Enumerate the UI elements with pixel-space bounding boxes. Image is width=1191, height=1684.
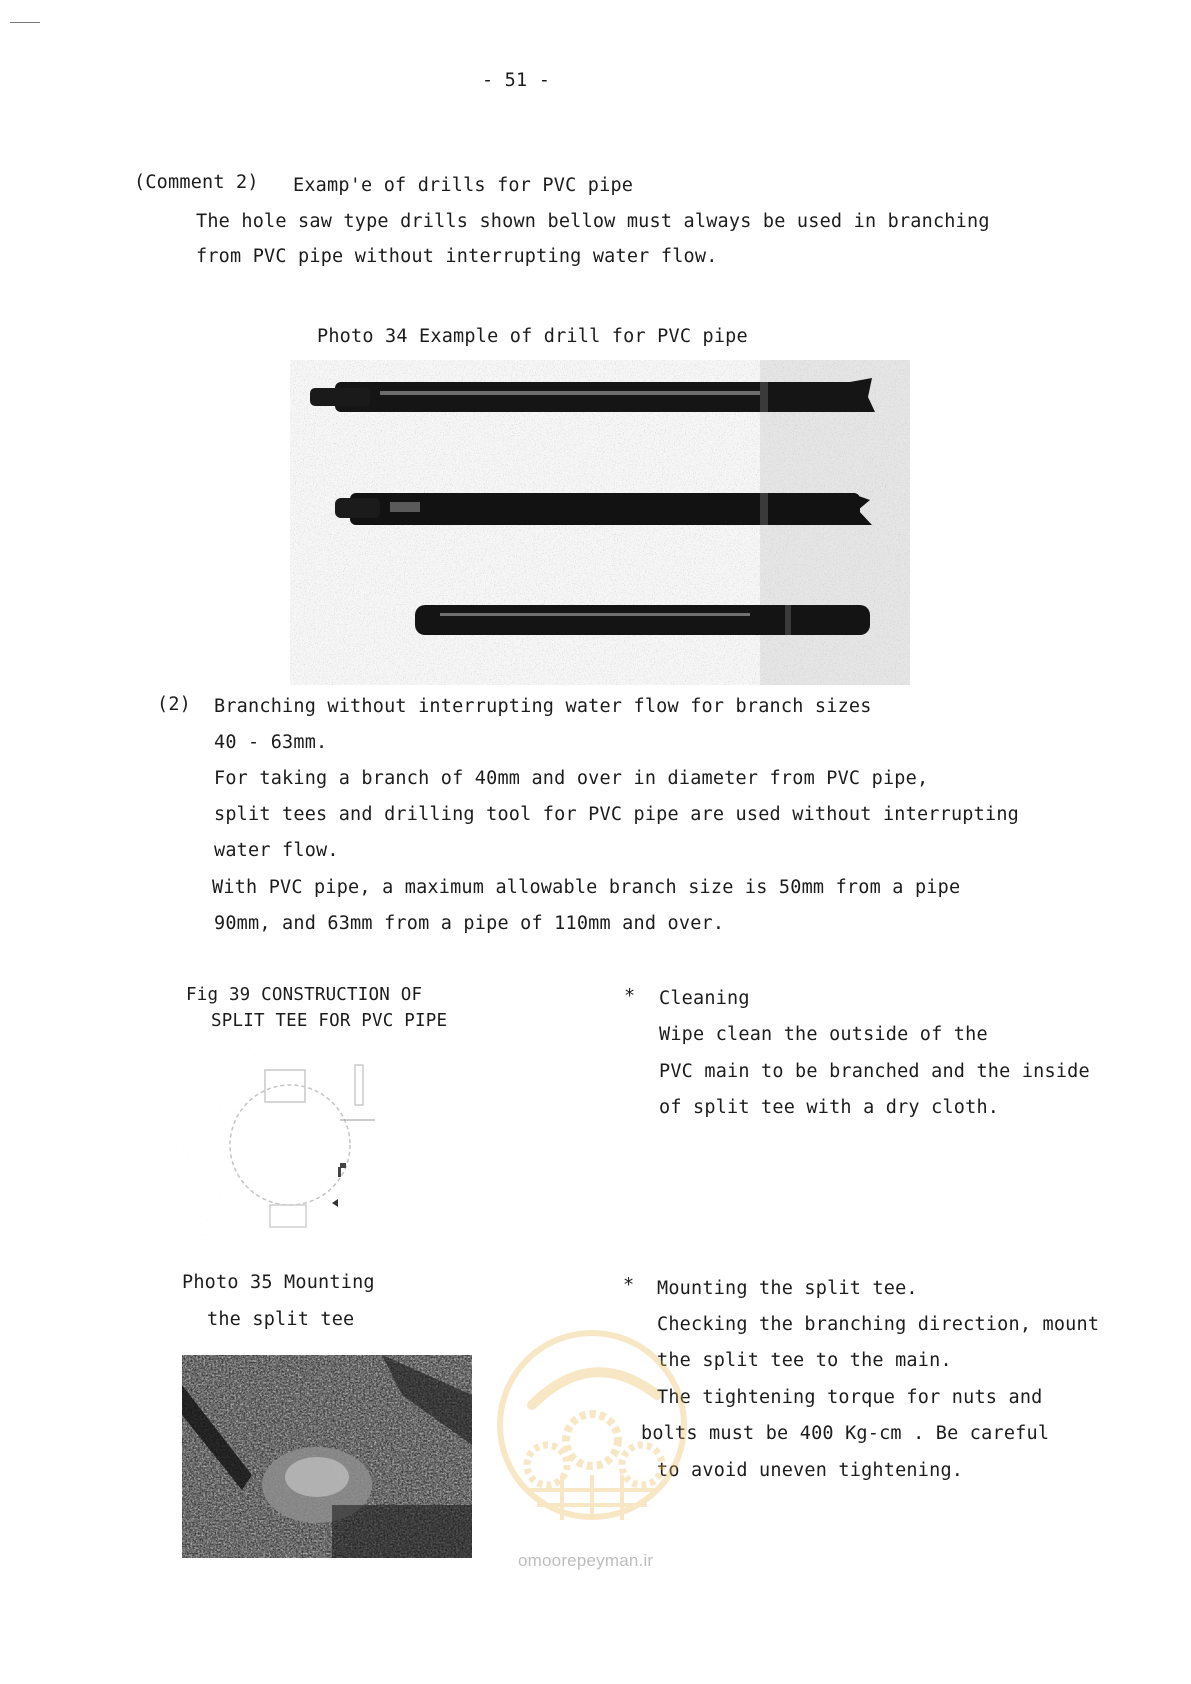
fig39-split-tee-drawing — [180, 1045, 400, 1235]
photo35-caption-line-1: Photo 35 Mounting — [182, 1272, 375, 1293]
scan-edge-mark — [10, 22, 40, 23]
mounting-line-3: The tightening torque for nuts and — [657, 1387, 1043, 1408]
section2-line-4: split tees and drilling tool for PVC pipe are used without interrupting — [214, 804, 1019, 825]
comment-line-1: The hole saw type drills shown bellow must always be used in branching — [196, 211, 990, 232]
cleaning-line-3: of split tee with a dry cloth. — [659, 1097, 1000, 1118]
cleaning-bullet: * — [624, 986, 636, 1007]
comment-line-2: from PVC pipe without interrupting water flow. — [196, 246, 718, 267]
section2-line-2: 40 - 63mm. — [214, 732, 328, 753]
section2-line-7: 90mm, and 63mm from a pipe of 110mm and over. — [214, 913, 725, 934]
photo34-drills-image — [290, 360, 910, 685]
mounting-line-4: bolts must be 400 Kg-cm . Be careful — [641, 1423, 1050, 1444]
cleaning-line-1: Wipe clean the outside of the — [659, 1024, 988, 1045]
watermark-logo — [492, 1325, 692, 1525]
fig39-caption-line-1: Fig 39 CONSTRUCTION OF — [186, 985, 423, 1005]
section2-line-5: water flow. — [214, 840, 339, 861]
mounting-line-2: the split tee to the main. — [657, 1350, 952, 1371]
watermark-url: omoorepeyman.ir — [518, 1551, 654, 1570]
section2-line-1: Branching without interrupting water flow for branch sizes — [214, 696, 872, 717]
cleaning-heading: Cleaning — [659, 988, 750, 1009]
mounting-bullet: * — [623, 1275, 635, 1296]
section2-line-3: For taking a branch of 40mm and over in diameter from PVC pipe, — [214, 768, 929, 789]
drill-medium-shape — [335, 493, 872, 525]
cleaning-line-2: PVC main to be branched and the inside — [659, 1061, 1090, 1082]
photo35-mounting-image — [182, 1355, 472, 1558]
drill-small-shape — [415, 605, 870, 635]
comment-label: (Comment 2) — [134, 172, 259, 193]
mounting-line-5: to avoid uneven tightening. — [657, 1460, 964, 1481]
comment-title: Examp'e of drills for PVC pipe — [293, 175, 634, 196]
drill-large-shape — [310, 378, 875, 412]
fig39-caption-line-2: SPLIT TEE FOR PVC PIPE — [211, 1011, 448, 1031]
page-number: - 51 - — [482, 70, 551, 91]
section2-number: (2) — [157, 694, 192, 715]
photo35-caption-line-2: the split tee — [207, 1309, 355, 1330]
mounting-heading: Mounting the split tee. — [657, 1278, 918, 1299]
section2-line-6: With PVC pipe, a maximum allowable branch size is 50mm from a pipe — [212, 877, 961, 898]
photo34-caption: Photo 34 Example of drill for PVC pipe — [317, 326, 748, 347]
mounting-line-1: Checking the branching direction, mount — [657, 1314, 1100, 1335]
